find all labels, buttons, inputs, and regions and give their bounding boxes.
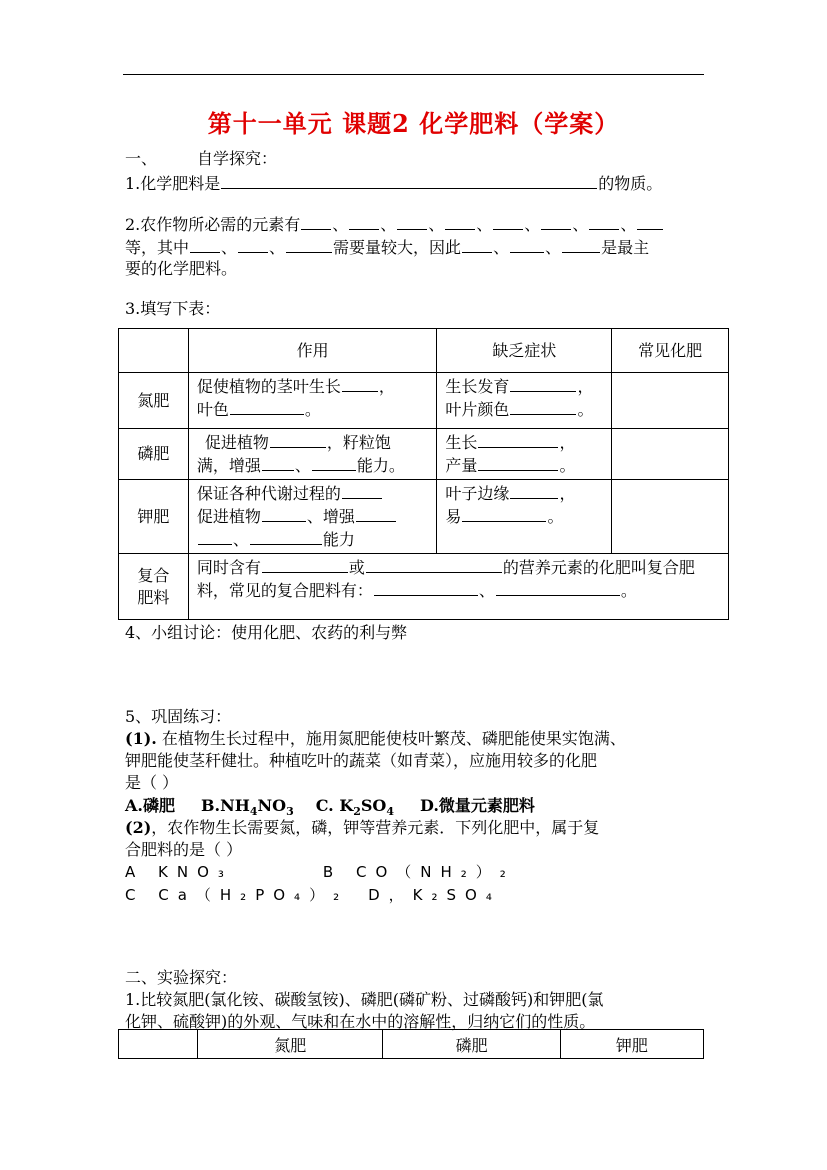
option-b[interactable]: $B.NH_4NO_3$ [201, 796, 294, 819]
question-5-label: 5、巩固练习： [125, 707, 232, 726]
answer-blank[interactable] [493, 213, 523, 230]
experiment-1-line2: 化钾、硫酸钾)的外观、气味和在水中的溶解性，归纳它们的性质。 [125, 1012, 596, 1031]
effect-cell: 促进植物 ，籽粒饱 满，增强 、 能力。 [188, 429, 437, 480]
answer-blank[interactable] [496, 579, 620, 596]
practice-1-line2: 钾肥能使茎秆健壮。种植吃叶的蔬菜（如青菜），应施用较多的化肥 [125, 751, 598, 770]
question-2-line3: 要的化学肥料。 [125, 259, 238, 278]
answer-blank[interactable] [374, 579, 478, 596]
answer-blank[interactable] [312, 454, 356, 471]
column-header: 磷肥 [383, 1030, 560, 1059]
question-3-label: 3.填写下表： [125, 299, 221, 318]
answer-blank[interactable] [262, 556, 348, 573]
option-a[interactable]: A.磷肥 [125, 796, 175, 815]
row-header: 氮肥 [119, 373, 189, 429]
section1-heading: 一、 自学探究： [125, 149, 278, 168]
practice-1-line1: (1). 在植物生长过程中，施用氮肥能使枝叶繁茂、磷肥能使果实饱满、 [125, 729, 626, 748]
common-fertilizer-cell[interactable] [612, 480, 729, 554]
answer-blank[interactable] [262, 454, 294, 471]
question-2-line1: 2.农作物所必需的元素有 、 、 、 、 、 、 、 [125, 213, 664, 236]
option-d[interactable]: D.微量元素肥料 [420, 796, 535, 815]
answer-blank[interactable] [445, 213, 475, 230]
table-header-row [119, 1030, 704, 1059]
answer-blank[interactable] [366, 556, 502, 573]
answer-blank[interactable] [478, 454, 558, 471]
practice-2-options-ab [125, 861, 515, 883]
table-row-potassium [119, 480, 729, 554]
column-header: 作用 [188, 329, 437, 373]
answer-blank[interactable] [250, 528, 322, 545]
practice-2-line1: (2)，农作物生长需要氮，磷，钾等营养元素．下列化肥中，属于复 [125, 818, 600, 837]
practice-2-options-cd [125, 884, 501, 906]
table-header-row [119, 329, 729, 373]
option-b[interactable]: B CO（NH₂）₂ [322, 863, 515, 881]
answer-blank[interactable] [462, 236, 492, 253]
answer-blank[interactable] [562, 236, 600, 253]
option-d[interactable]: D，K₂SO₄ [368, 886, 501, 904]
table-row-compound [119, 554, 729, 620]
answer-blank[interactable] [478, 431, 558, 448]
answer-blank[interactable] [397, 213, 427, 230]
answer-blank[interactable] [510, 398, 576, 415]
symptom-cell: 生长 ， 产量 。 [437, 429, 612, 480]
answer-blank[interactable] [349, 213, 379, 230]
header-rule [123, 74, 704, 75]
answer-blank[interactable] [221, 172, 597, 189]
column-header: 氮肥 [198, 1030, 383, 1059]
symptom-cell: 生长发育 ， 叶片颜色 。 [437, 373, 612, 429]
compound-description-cell: 同时含有 或 的营养元素的化肥叫复合肥 料，常见的复合肥料有： 、 。 [188, 554, 728, 620]
practice-2-line2: 合肥料的是（ ） [125, 840, 243, 859]
answer-blank[interactable] [198, 528, 232, 545]
option-c[interactable]: C Ca（H₂PO₄）₂ [125, 886, 349, 904]
common-fertilizer-cell[interactable] [612, 373, 729, 429]
question-2-line2: 等，其中 、 、 需要量较大，因此 、 、 是最主 [125, 238, 650, 257]
option-c[interactable]: C. $K_2SO_4$ [315, 796, 395, 819]
comparison-table [118, 1029, 704, 1059]
option-a[interactable]: A KNO₃ [125, 863, 233, 881]
answer-blank[interactable] [342, 375, 378, 392]
answer-blank[interactable] [589, 213, 619, 230]
answer-blank[interactable] [230, 398, 304, 415]
page-title: 第十一单元 课题2 化学肥料（学案） [207, 109, 620, 138]
answer-blank[interactable] [286, 236, 332, 253]
practice-1-line3: 是（ ） [125, 773, 179, 792]
symptom-cell: 叶子边缘 ， 易 。 [437, 480, 612, 554]
answer-blank[interactable] [510, 375, 576, 392]
question-4: 4、小组讨论：使用化肥、农药的利与弊 [125, 623, 408, 642]
table-row-nitrogen [119, 373, 729, 429]
answer-blank[interactable] [637, 213, 663, 230]
table-row-phosphorus [119, 429, 729, 480]
answer-blank[interactable] [462, 505, 546, 522]
section2-heading: 二、实验探究： [125, 968, 238, 987]
column-header: 常见化肥 [612, 329, 729, 373]
answer-blank[interactable] [270, 431, 326, 448]
column-header: 钾肥 [560, 1030, 703, 1059]
answer-blank[interactable] [510, 236, 544, 253]
effect-cell: 保证各种代谢过程的 促进植物 、增强 、 能力 [188, 480, 437, 554]
answer-blank[interactable] [342, 482, 382, 499]
row-header: 复合 肥料 [119, 554, 189, 620]
common-fertilizer-cell[interactable] [612, 429, 729, 480]
effect-cell: 促使植物的茎叶生长 ， 叶色 。 [188, 373, 437, 429]
experiment-1-line1: 1.比较氮肥(氯化铵、碳酸氢铵)、磷肥(磷矿粉、过磷酸钙)和钾肥(氯 [125, 990, 604, 1009]
row-header: 钾肥 [119, 480, 189, 554]
answer-blank[interactable] [510, 482, 558, 499]
column-header: 缺乏症状 [437, 329, 612, 373]
fertilizer-table [118, 328, 729, 620]
answer-blank[interactable] [356, 505, 396, 522]
answer-blank[interactable] [190, 236, 220, 253]
column-header [119, 1030, 198, 1059]
question-1: 1.化学肥料是 的物质。 [125, 174, 663, 193]
answer-blank[interactable] [541, 213, 571, 230]
row-header: 磷肥 [119, 429, 189, 480]
answer-blank[interactable] [262, 505, 306, 522]
answer-blank[interactable] [301, 213, 331, 230]
answer-blank[interactable] [238, 236, 268, 253]
